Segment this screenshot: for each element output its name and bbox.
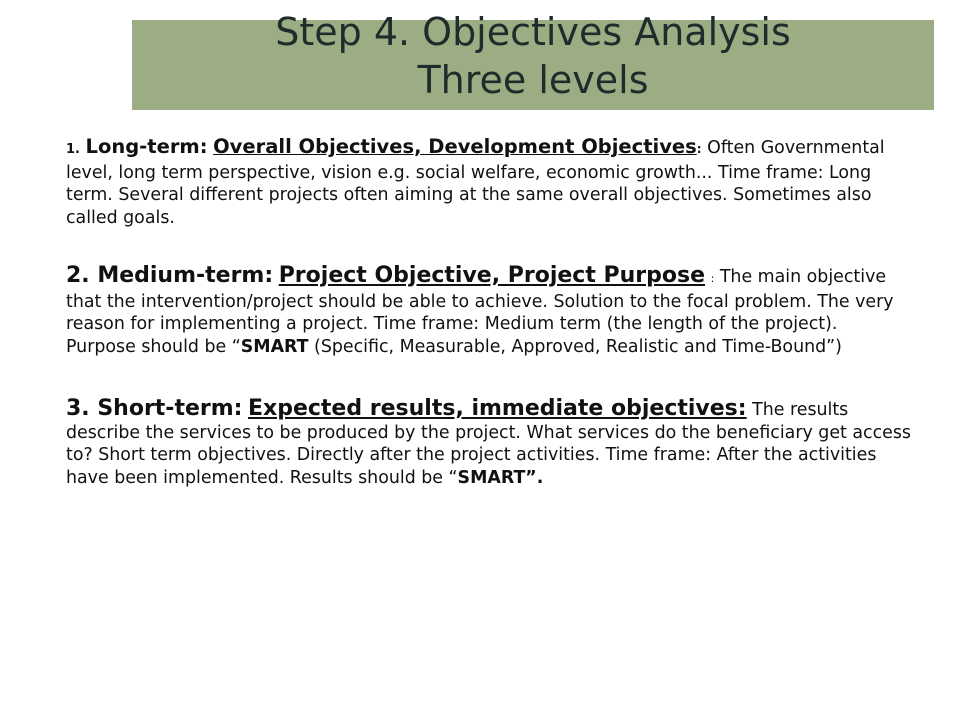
item-body-part-1: The main objective that the intervention/project should be able to achieve. Solution to the focal problem. The very reason for implementing a project. Time frame: Medium term (the length of the project). Purpose should be “: [66, 267, 894, 357]
slide-title-line-2: Three levels: [417, 58, 649, 102]
slide-title: [132, 8, 934, 104]
objective-item-long-term: [66, 136, 911, 229]
item-emphasis: SMART”.: [457, 467, 544, 488]
item-lead: 3. Short-term:: [66, 396, 243, 421]
item-body: Often Governmental level, long term perspective, vision e.g. social welfare, economic growth... Time frame: Long term. Several different projects often aiming at the same overall objectives. Sometimes also called goals.: [66, 138, 885, 228]
objective-item-short-term: [66, 398, 911, 489]
item-colon: :: [710, 272, 715, 285]
item-emphasis: SMART: [240, 336, 309, 357]
item-heading: Project Objective, Project Purpose: [278, 263, 706, 288]
item-heading: Overall Objectives, Development Objectives: [213, 135, 697, 158]
item-lead: Long-term:: [85, 135, 208, 158]
item-lead: 2. Medium-term:: [66, 263, 274, 288]
objectives-list: [66, 136, 911, 489]
item-heading: Expected results, immediate objectives:: [247, 396, 747, 421]
item-body-part-1: The results describe the services to be produced by the project. What services do the beneficiary get access to? Short term objectives. Directly after the project activities. Time frame: After the activities have been implemented. Results should be “: [66, 400, 911, 488]
item-colon: :: [696, 142, 702, 156]
slide-title-line-1: Step 4. Objectives Analysis: [275, 10, 791, 54]
item-body-part-2: (Specific, Measurable, Approved, Realistic and Time-Bound”): [308, 336, 842, 357]
item-number: 1.: [66, 142, 80, 157]
objective-item-medium-term: [66, 265, 911, 358]
